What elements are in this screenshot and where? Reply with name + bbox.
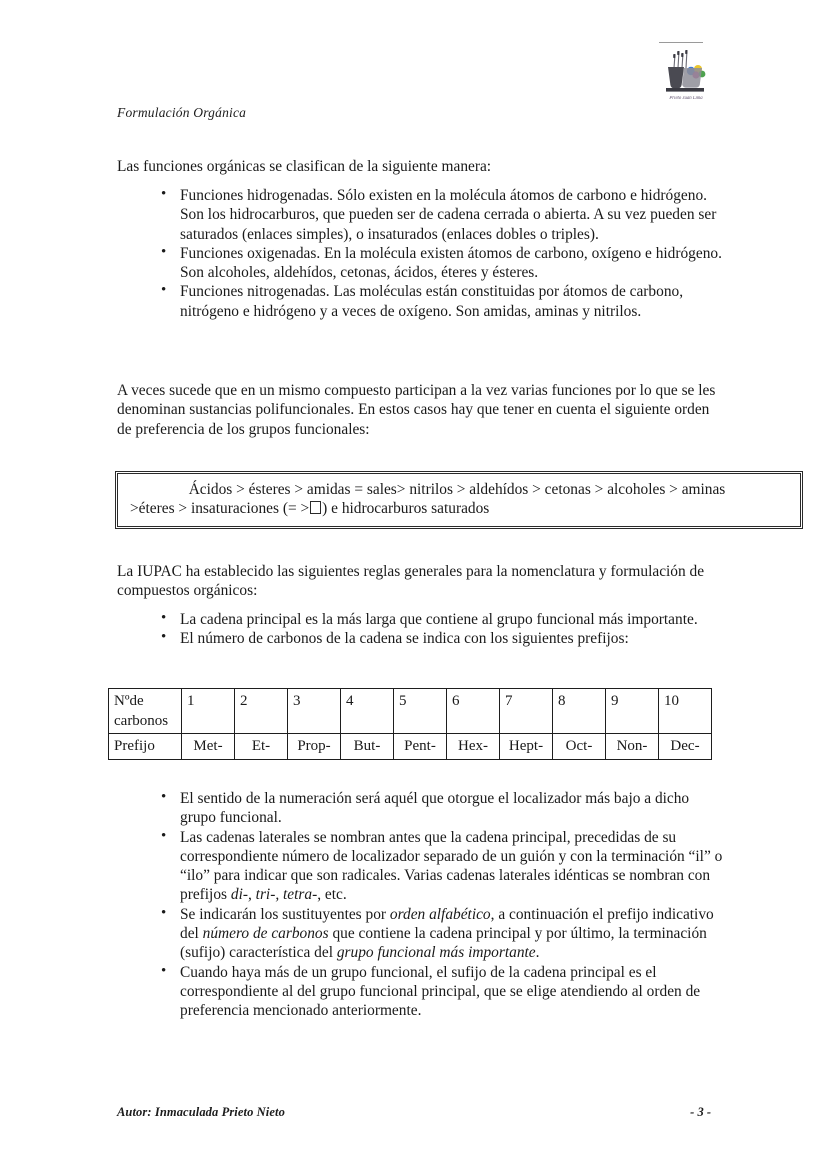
function-types-list-wrapper (117, 186, 723, 321)
table-cell-prefix: Et- (235, 734, 288, 760)
list-item: • El sentido de la numeración será aquél que otorgue el localizador más bajo a dicho grupo funcional. (117, 789, 723, 828)
table-cell-number: 1 (182, 689, 235, 734)
brush-cup-icon (655, 48, 715, 94)
preference-order-line-1: Ácidos > ésteres > amidas = sales> nitrilos > aldehídos > cetonas > alcoholes > aminas (188, 481, 726, 498)
preference-order-box (117, 473, 801, 527)
table-cell-number: 7 (500, 689, 553, 734)
table-cell-number: 3 (288, 689, 341, 734)
table-cell-prefix: Hept- (500, 734, 553, 760)
table-row-numbers (109, 689, 712, 734)
list-item: • El número de carbonos de la cadena se indica con los siguientes prefijos: (117, 629, 723, 648)
logo-top-rule (659, 42, 703, 43)
rule-text-part: Se indicarán los sustituyentes por (180, 905, 390, 923)
preference-order-line-2 (128, 499, 790, 518)
table-row-label-prefix: Prefijo (109, 734, 182, 760)
header-line-2: carbonos (114, 713, 169, 729)
function-types-list (117, 186, 723, 321)
table-cell-prefix: Hex- (447, 734, 500, 760)
list-item: • La cadena principal es la más larga que contiene al grupo funcional más importante. (117, 610, 723, 629)
running-head: Formulación Orgánica (117, 105, 247, 120)
header-nº: Nº (114, 693, 130, 709)
table-cell-number: 2 (235, 689, 288, 734)
logo-caption: Prieto Juan Lima (669, 96, 703, 101)
rule-text-italic: di-, tri-, tetra- (230, 886, 318, 904)
publisher-logo (655, 42, 715, 114)
list-item: • Funciones hidrogenadas. Sólo existen en la molécula átomos de carbono e hidrógeno. Son los hidrocarburos, que pueden ser de cadena cerrada o abierta. A su vez pueden ser saturados (enlaces simples), o insaturados (enlaces dobles o triples). (117, 186, 723, 244)
table-cell-prefix: Oct- (553, 734, 606, 760)
iupac-rules-top-list (117, 610, 723, 649)
page-footer (117, 1105, 711, 1120)
iupac-paragraph-wrapper (117, 562, 717, 601)
header-line-1 (114, 691, 176, 711)
header-de: de (129, 693, 144, 709)
table-cell-prefix: Non- (606, 734, 659, 760)
rule-text-part: que contiene la cadena principal y por último, la terminación (sufijo) característica del (180, 925, 707, 962)
footer-page-number: - 3 - (690, 1105, 711, 1119)
rule-text-italic: grupo funcional más importante (336, 944, 536, 962)
footer-author: Autor: Inmaculada Prieto Nieto (117, 1105, 285, 1119)
table-cell-prefix: Met- (182, 734, 235, 760)
table-cell-number: 4 (341, 689, 394, 734)
page-header (0, 0, 828, 140)
table-cell-number: 5 (394, 689, 447, 734)
table-cell-number: 6 (447, 689, 500, 734)
rule-text-part: , etc. (317, 886, 347, 904)
polyfunctional-paragraph: A veces sucede que en un mismo compuesto participan a la vez varias funciones por lo que se les denominan sustancias polifuncionales. En estos casos hay que tener en cuenta el siguiente orden de preferencia de los grupos funcionales: (117, 382, 716, 438)
rule-text-italic: orden alfabético (389, 905, 491, 923)
missing-glyph-box-icon (310, 501, 321, 514)
table-row-prefixes (109, 734, 712, 760)
preference-order-line-2-before: >éteres > insaturaciones (= > (130, 500, 310, 518)
iupac-rules-top-wrapper (117, 610, 723, 649)
table-header-carbon-count (109, 689, 182, 734)
table-cell-prefix: But- (341, 734, 394, 760)
rule-text-part: Las cadenas laterales se nombran antes que la cadena principal, precedidas de su correspondiente número de localizador separado de un guión y con la terminación “il” o “ilo” para indicar que son radicales. Varias cadenas laterales idénticas se nombran con prefijos (180, 828, 723, 904)
preference-order-line-2-after: ) e hidrocarburos saturados (322, 500, 490, 518)
table-cell-prefix: Pent- (394, 734, 447, 760)
rule-text-italic: número de carbonos (202, 925, 329, 943)
intro-sentence: Las funciones orgánicas se clasifican de la siguiente manera: (117, 158, 492, 175)
table-cell-number: 10 (659, 689, 712, 734)
table-cell-number: 9 (606, 689, 659, 734)
polyfunctional-paragraph-wrapper (117, 381, 717, 439)
iupac-rules-bottom-wrapper (117, 789, 723, 1021)
list-item: • Cuando haya más de un grupo funcional, el sufijo de la cadena principal es el correspondiente al del grupo funcional principal, que se elige atendiendo al orden de preferencia mencionado anteriormente. (117, 963, 723, 1021)
list-item: • Funciones nitrogenadas. Las moléculas están constituidas por átomos de carbono, nitrógeno e hidrógeno y a veces de oxígeno. Son amidas, aminas y nitrilos. (117, 282, 723, 321)
table-cell-prefix: Prop- (288, 734, 341, 760)
iupac-paragraph: La IUPAC ha establecido las siguientes reglas generales para la nomenclatura y formulación de compuestos orgánicos: (117, 563, 705, 600)
rule-text-part: . (535, 944, 540, 962)
table-cell-number: 8 (553, 689, 606, 734)
iupac-rules-bottom-list (117, 789, 723, 1021)
list-item: • Funciones oxigenadas. En la molécula existen átomos de carbono, oxígeno e hidrógeno. Son alcoholes, aldehídos, cetonas, ácidos, éteres y ésteres. (117, 244, 723, 283)
rule-text-part: , a continuación el prefijo indicativo del (180, 905, 714, 943)
list-item (117, 828, 723, 905)
carbon-prefix-table (108, 688, 712, 760)
table-cell-prefix: Dec- (659, 734, 712, 760)
list-item (117, 905, 723, 963)
